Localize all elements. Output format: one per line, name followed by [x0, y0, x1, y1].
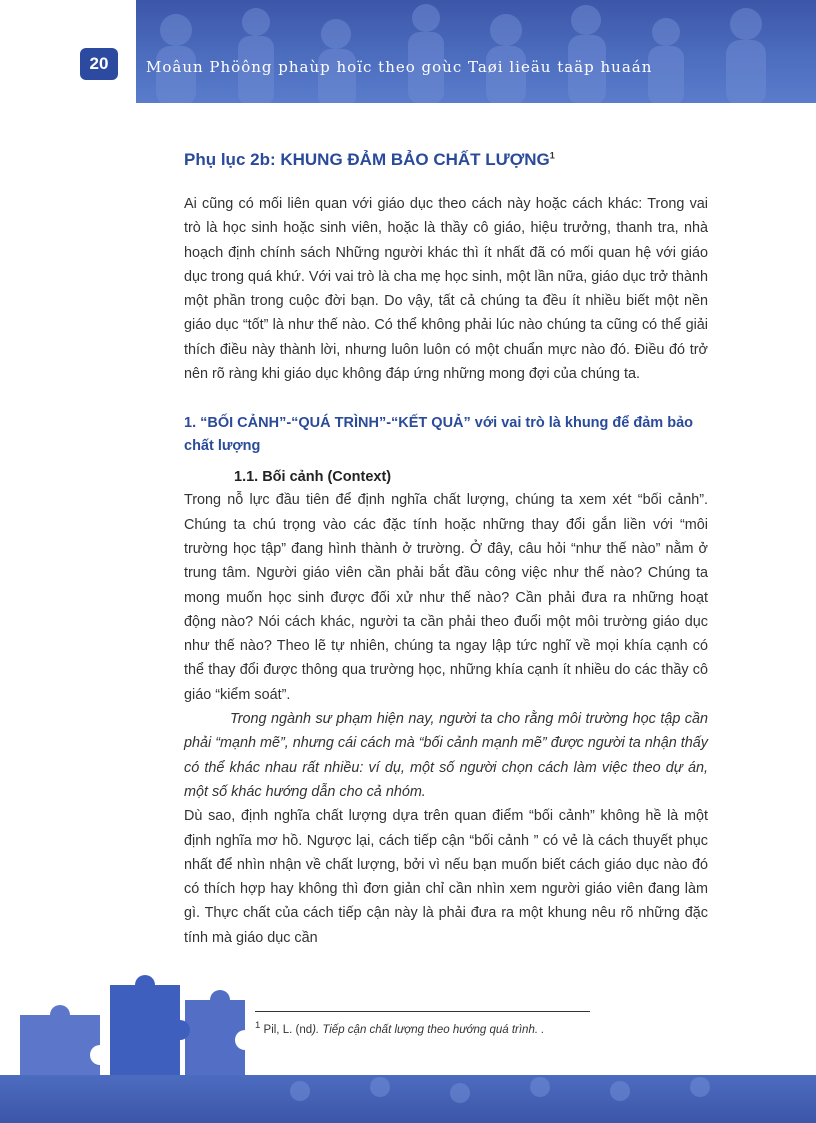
puzzle-pieces-image: [0, 955, 260, 1085]
appendix-title: Phụ lục 2b: KHUNG ĐẢM BẢO CHẤT LƯỢNG: [184, 150, 550, 169]
appendix-heading: [184, 150, 708, 170]
context-paragraph-2: Dù sao, định nghĩa chất lượng dựa trên quan điểm “bối cảnh” không hề là một định nghĩa mơ hồ. Ngược lại, cách tiếp cận “bối cảnh ” có vẻ là cách thuyết phục nhất để nhìn nhận về chất lượng, bởi vì nếu bạn muốn biết cách giáo dục nào đó có thích hợp hay không thì đơn giản chỉ cần nhìn xem người giáo viên đang làm gì. Thực chất của cách tiếp cận này là phải đưa ra một khung nêu rõ những đặc tính mà giáo dục cần: [184, 808, 708, 946]
intro-paragraph: Ai cũng có mối liên quan với giáo dục theo cách này hoặc cách khác: Trong vai trò là học sinh hoặc sinh viên, hoặc là thầy cô giáo, hiệu trưởng, thanh tra, nhà hoạch định chính sách Những người khác thì ít nhất đã có mối quan hệ với giáo dục trong quá khứ. Với vai trò là cha mẹ học sinh, một lần nữa, giáo dục trở thành một phần trong cuộc đời bạn. Do vậy, tất cả chúng ta đều ít nhiều biết một nền giáo dục “tốt” là như thế nào. Có thể không phải lúc nào chúng ta cũng có thể giải thích điều này thành lời, nhưng luôn luôn có một chuẩn mực nào đó. Điều đó trở nên rõ ràng khi giáo dục không đáp ứng những mong đợi của chúng ta.: [184, 196, 708, 383]
footnote: [255, 1020, 544, 1036]
running-header-title: Moâun Phöông phaùp hoïc theo goùc Taøi lieäu taäp huaán: [146, 58, 653, 76]
subsection-1-1-heading: 1.1. Bối cảnh (Context): [234, 469, 392, 486]
footnote-author: Pil, L. (nd: [263, 1023, 313, 1036]
appendix-footnote-mark: 1: [549, 150, 555, 161]
page-content: [184, 150, 708, 950]
section-1-heading: 1. “BỐI CẢNH”-“QUÁ TRÌNH”-“KẾT QUẢ” với vai trò là khung để đảm bảo chất lượng: [184, 415, 693, 455]
header-banner: [0, 0, 816, 103]
footnote-divider: [255, 1011, 590, 1012]
footnote-mark: 1: [255, 1020, 261, 1031]
page-number-badge: 20: [80, 48, 118, 80]
people-silhouettes-image: [136, 0, 816, 103]
footnote-title: ). Tiếp cận chất lượng theo hướng quá trình. .: [312, 1023, 545, 1036]
context-paragraph-1: Trong nỗ lực đầu tiên để định nghĩa chất lượng, chúng ta xem xét “bối cảnh”. Chúng ta chú trọng vào các đặc tính hoặc những thay đổi gắn liền với “môi trường học tập” đang hình thành ở trường. Ở đây, câu hỏi “như thế nào” nằm ở trung tâm. Người giáo viên cần phải bắt đầu công việc như thế nào? Chúng ta mong muốn học sinh được đối xử như thế nào? Cần phải đưa ra những hoạt động nào? Nói cách khác, người ta cần phải theo đuổi một môi trường giáo dục như thế nào? Theo lẽ tự nhiên, chúng ta ngay lập tức nghĩ về mọi khía cạnh có thể thay đổi được thông qua trường học, những khía cạnh ít nhiều do các thầy cô giáo “kiểm soát”.: [184, 492, 708, 703]
footer-banner: [0, 1075, 816, 1123]
footer-silhouettes-image: [0, 1075, 816, 1123]
context-italic-paragraph: Trong ngành sư phạm hiện nay, người ta cho rằng môi trường học tập cần phải “mạnh mẽ”, nhưng cái cách mà “bối cảnh mạnh mẽ” được người ta nhận thấy có thể khác nhau rất nhiều: ví dụ, một số người chọn cách làm việc theo dự án, một số khác hướng dẫn cho cả nhóm.: [184, 711, 708, 800]
